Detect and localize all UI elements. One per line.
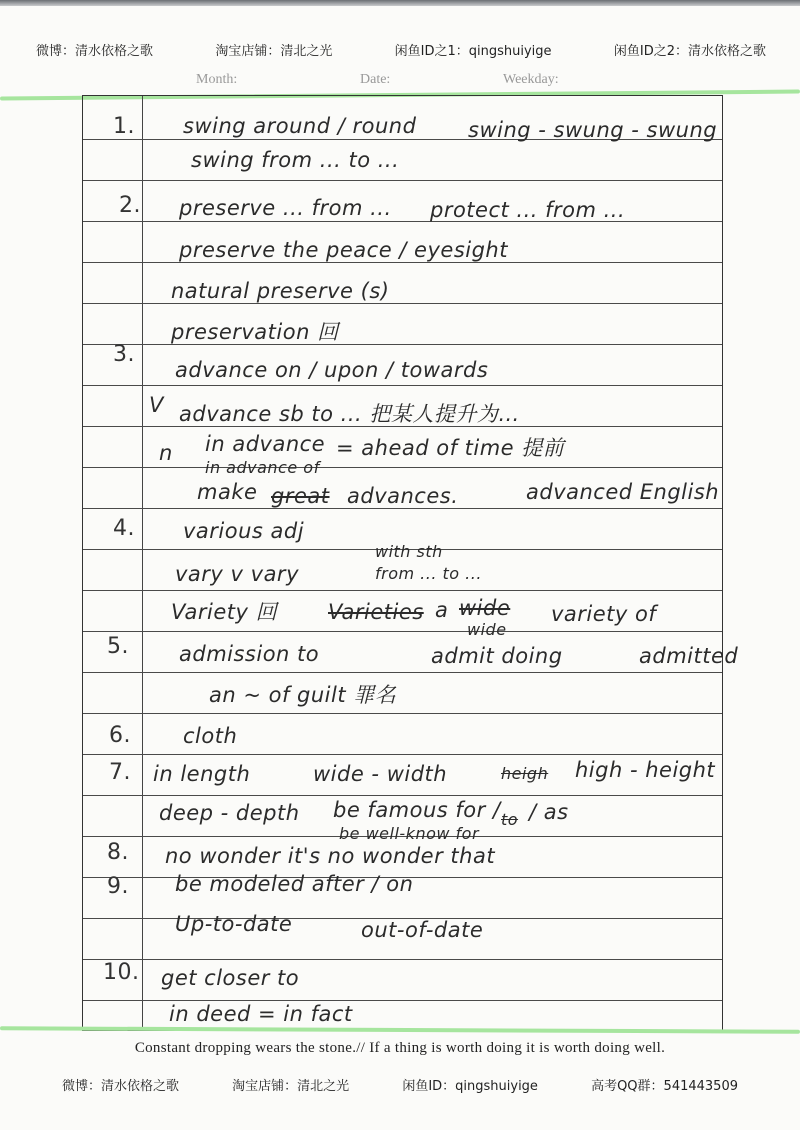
note-text: Up-to-date <box>175 912 293 936</box>
note-text: Variety 回 <box>171 600 278 624</box>
item-number: 6. <box>109 723 131 748</box>
header-xianyu-2: 闲鱼ID之2：清水依格之歌 <box>613 44 766 59</box>
footer-quote: Constant dropping wears the stone.// If a thing is worth doing it is worth doing well. <box>134 1040 666 1056</box>
note-text: in length <box>153 762 251 786</box>
note-text: from ... to ... <box>375 564 482 583</box>
header-xianyu-1: 闲鱼ID之1：qingshuiyige <box>394 44 552 59</box>
item-number: 3. <box>113 342 135 367</box>
note-text: swing around / round <box>183 114 417 138</box>
item-number: 4. <box>113 516 135 541</box>
ruled-line <box>83 795 722 796</box>
note-text: in deed = in fact <box>169 1002 353 1026</box>
note-text: variety of <box>551 602 657 626</box>
page-top-edge <box>0 0 800 6</box>
note-text: n <box>159 441 173 465</box>
ruled-line <box>83 631 722 632</box>
note-text: in advance <box>205 432 326 456</box>
item-number: 5. <box>107 634 129 659</box>
note-text: no wonder it's no wonder that <box>165 844 496 868</box>
header-taobao: 淘宝店铺：清北之光 <box>215 44 333 59</box>
note-text: swing - swung - swung <box>468 118 718 142</box>
footer-weibo: 微博：清水依格之歌 <box>62 1079 180 1094</box>
note-text: wide <box>467 620 507 639</box>
note-text: in advance of <box>205 458 320 477</box>
note-text: advance on / upon / towards <box>175 358 489 382</box>
ruled-line <box>83 713 722 714</box>
footer-taobao: 淘宝店铺：清北之光 <box>232 1079 350 1094</box>
footer-qq-group: 高考QQ群：541443509 <box>591 1079 738 1094</box>
ruled-line <box>83 1000 722 1001</box>
ruled-line <box>83 959 722 960</box>
header-weibo: 微博：清水依格之歌 <box>36 44 154 59</box>
note-text: make <box>197 480 258 504</box>
note-text: / as <box>529 800 569 824</box>
ruled-line <box>83 180 722 181</box>
header-info <box>0 40 800 59</box>
footer-info <box>0 1075 800 1094</box>
struck-text: wide <box>459 596 511 620</box>
note-text: high - height <box>575 758 716 782</box>
note-text: be well-know for <box>339 824 480 843</box>
note-text: preserve the peace / eyesight <box>179 238 508 262</box>
lined-notebook <box>82 95 739 1031</box>
note-text: advance sb to ... 把某人提升为… <box>179 402 520 426</box>
note-text: cloth <box>183 724 238 748</box>
ruled-line <box>83 303 722 304</box>
note-text: advanced English <box>526 480 720 504</box>
ruled-line <box>83 467 722 468</box>
note-text: natural preserve (s) <box>171 279 390 303</box>
item-number: 9. <box>107 874 129 899</box>
item-number: 2. <box>119 193 141 218</box>
footer-xianyu: 闲鱼ID：qingshuiyige <box>402 1079 538 1094</box>
date-fields <box>0 72 800 92</box>
note-text: admitted <box>639 644 739 668</box>
note-text: V <box>149 393 164 417</box>
note-text: swing from ... to ... <box>191 148 400 172</box>
margin-line <box>142 96 143 1030</box>
note-text: be famous for / <box>333 798 501 822</box>
note-text: admit doing <box>431 644 563 668</box>
item-number: 10. <box>103 960 140 985</box>
struck-text: Varieties <box>328 600 424 624</box>
ruled-line <box>83 221 722 222</box>
ruled-line <box>83 590 722 591</box>
ruled-line <box>83 262 722 263</box>
note-text: with sth <box>375 542 443 561</box>
note-text: advances. <box>347 484 459 508</box>
date-label: Date: <box>360 72 391 87</box>
struck-text: great <box>271 484 330 508</box>
note-text: preserve ... from ... <box>179 196 392 220</box>
weekday-label: Weekday: <box>503 72 559 87</box>
ruled-line <box>83 672 722 673</box>
item-number: 8. <box>107 840 129 865</box>
struck-text: heigh <box>501 764 549 783</box>
struck-text: to <box>501 810 519 829</box>
note-text: protect ... from ... <box>430 198 626 222</box>
note-text: = ahead of time 提前 <box>336 436 565 460</box>
item-number: 1. <box>113 114 135 139</box>
note-text: get closer to <box>161 966 300 990</box>
ruled-line <box>83 754 722 755</box>
note-text: an ~ of guilt 罪名 <box>209 683 397 707</box>
note-text: wide - width <box>313 762 448 786</box>
note-text: admission to <box>179 642 320 666</box>
ruled-line <box>83 385 722 386</box>
note-text: a <box>435 598 449 622</box>
month-label: Month: <box>196 72 238 87</box>
ruled-line <box>83 508 722 509</box>
item-number: 7. <box>109 760 131 785</box>
note-text: various adj <box>183 519 305 543</box>
note-text: be modeled after / on <box>175 872 414 896</box>
note-text: preservation 回 <box>171 320 339 344</box>
note-text: deep - depth <box>159 801 300 825</box>
note-text: out-of-date <box>361 918 484 942</box>
note-text: vary v vary <box>175 562 299 586</box>
